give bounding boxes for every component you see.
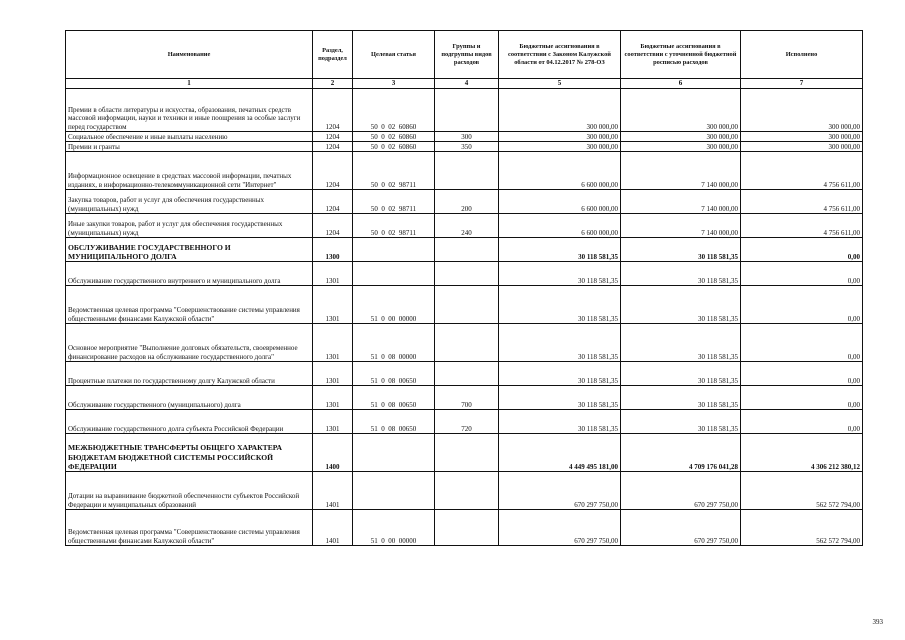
row-executed: 4 306 212 380,12 xyxy=(741,434,863,472)
header-row xyxy=(66,31,863,79)
row-section: 1204 xyxy=(313,214,353,238)
row-executed: 0,00 xyxy=(741,386,863,410)
row-target: 50 0 02 60860 xyxy=(353,132,435,142)
row-target: 51 0 08 00650 xyxy=(353,410,435,434)
row-section: 1204 xyxy=(313,152,353,190)
row-target: 50 0 02 98711 xyxy=(353,152,435,190)
row-target: 50 0 02 98711 xyxy=(353,214,435,238)
row-name: Обслуживание государственного внутреннего и муниципального долга xyxy=(66,262,313,286)
row-law: 4 449 495 181,00 xyxy=(499,434,621,472)
row-law: 30 118 581,35 xyxy=(499,362,621,386)
row-section: 1204 xyxy=(313,190,353,214)
table-row xyxy=(66,190,863,214)
row-target: 51 0 08 00000 xyxy=(353,324,435,362)
row-law: 30 118 581,35 xyxy=(499,262,621,286)
row-executed: 562 572 794,00 xyxy=(741,472,863,510)
column-number-row xyxy=(66,79,863,89)
row-updated: 30 118 581,35 xyxy=(621,286,741,324)
row-target: 51 0 08 00650 xyxy=(353,362,435,386)
row-section: 1401 xyxy=(313,510,353,546)
row-name: Основное мероприятие "Выполнение долговых обязательств, своевременное финансирование расходов на обслуживание государственного долга" xyxy=(66,324,313,362)
row-target: 51 0 00 00000 xyxy=(353,286,435,324)
row-target xyxy=(353,434,435,472)
row-law: 30 118 581,35 xyxy=(499,238,621,262)
row-updated: 30 118 581,35 xyxy=(621,324,741,362)
row-law: 6 600 000,00 xyxy=(499,214,621,238)
table-row xyxy=(66,410,863,434)
row-law: 6 600 000,00 xyxy=(499,152,621,190)
row-name: Дотации на выравнивание бюджетной обеспеченности субъектов Российской Федерации и муниципальных образований xyxy=(66,472,313,510)
row-name: Премии в области литературы и искусства, образования, печатных средств массовой информации, науки и техники и иные поощрения за особые заслуги перед государством xyxy=(66,89,313,132)
row-executed: 0,00 xyxy=(741,362,863,386)
row-group: 240 xyxy=(435,214,499,238)
header-updated: Бюджетные ассигнования в соответствии с уточненной бюджетной росписью расходов xyxy=(621,31,741,79)
row-law: 300 000,00 xyxy=(499,89,621,132)
row-name: Обслуживание государственного (муниципального) долга xyxy=(66,386,313,410)
row-group: 720 xyxy=(435,410,499,434)
row-name: ОБСЛУЖИВАНИЕ ГОСУДАРСТВЕННОГО И МУНИЦИПАЛЬНОГО ДОЛГА xyxy=(66,238,313,262)
budget-table xyxy=(65,30,863,546)
row-updated: 4 709 176 041,28 xyxy=(621,434,741,472)
page-number: 393 xyxy=(872,618,883,626)
column-number: 2 xyxy=(313,79,353,89)
row-executed: 4 756 611,00 xyxy=(741,152,863,190)
row-updated: 670 297 750,00 xyxy=(621,472,741,510)
row-law: 30 118 581,35 xyxy=(499,286,621,324)
header-target: Целевая статья xyxy=(353,31,435,79)
row-section: 1204 xyxy=(313,142,353,152)
row-executed: 0,00 xyxy=(741,262,863,286)
row-updated: 300 000,00 xyxy=(621,142,741,152)
table-row xyxy=(66,362,863,386)
header-section: Раздел, подраздел xyxy=(313,31,353,79)
row-target: 51 0 00 00000 xyxy=(353,510,435,546)
table-row xyxy=(66,324,863,362)
row-executed: 0,00 xyxy=(741,286,863,324)
row-group xyxy=(435,510,499,546)
row-law: 670 297 750,00 xyxy=(499,510,621,546)
row-group: 700 xyxy=(435,386,499,410)
row-group xyxy=(435,324,499,362)
table-row xyxy=(66,472,863,510)
row-target: 50 0 02 60860 xyxy=(353,89,435,132)
row-executed: 4 756 611,00 xyxy=(741,190,863,214)
row-section: 1301 xyxy=(313,324,353,362)
row-executed: 0,00 xyxy=(741,410,863,434)
row-updated: 7 140 000,00 xyxy=(621,190,741,214)
row-name: Процентные платежи по государственному долгу Калужской области xyxy=(66,362,313,386)
row-executed: 0,00 xyxy=(741,238,863,262)
row-section: 1301 xyxy=(313,362,353,386)
row-executed: 300 000,00 xyxy=(741,132,863,142)
row-section: 1204 xyxy=(313,132,353,142)
row-section: 1400 xyxy=(313,434,353,472)
table-row xyxy=(66,89,863,132)
row-updated: 7 140 000,00 xyxy=(621,152,741,190)
row-section: 1401 xyxy=(313,472,353,510)
column-number: 6 xyxy=(621,79,741,89)
row-name: Иные закупки товаров, работ и услуг для обеспечения государственных (муниципальных) нужд xyxy=(66,214,313,238)
row-section: 1301 xyxy=(313,386,353,410)
row-group: 200 xyxy=(435,190,499,214)
row-target xyxy=(353,262,435,286)
row-law: 30 118 581,35 xyxy=(499,386,621,410)
row-updated: 30 118 581,35 xyxy=(621,386,741,410)
row-group xyxy=(435,89,499,132)
row-updated: 30 118 581,35 xyxy=(621,262,741,286)
table-row xyxy=(66,510,863,546)
row-group: 300 xyxy=(435,132,499,142)
row-updated: 300 000,00 xyxy=(621,89,741,132)
row-law: 6 600 000,00 xyxy=(499,190,621,214)
row-name: Социальное обеспечение и иные выплаты населению xyxy=(66,132,313,142)
row-group xyxy=(435,472,499,510)
table-row xyxy=(66,286,863,324)
table-row xyxy=(66,262,863,286)
row-group xyxy=(435,286,499,324)
row-name: Информационное освещение в средствах массовой информации, печатных изданиях, в информационно-телекоммуникационной сети "Интернет" xyxy=(66,152,313,190)
row-section: 1300 xyxy=(313,238,353,262)
row-group xyxy=(435,362,499,386)
row-name: Ведомственная целевая программа "Совершенствование системы управления общественными финансами Калужской области" xyxy=(66,286,313,324)
row-section: 1301 xyxy=(313,286,353,324)
header-group: Группы и подгруппы видов расходов xyxy=(435,31,499,79)
column-number: 5 xyxy=(499,79,621,89)
row-law: 30 118 581,35 xyxy=(499,410,621,434)
table-row xyxy=(66,386,863,410)
row-executed: 300 000,00 xyxy=(741,142,863,152)
table-row xyxy=(66,142,863,152)
row-name: Ведомственная целевая программа "Совершенствование системы управления общественными финансами Калужской области" xyxy=(66,510,313,546)
row-section: 1301 xyxy=(313,410,353,434)
row-target: 51 0 08 00650 xyxy=(353,386,435,410)
row-group xyxy=(435,434,499,472)
row-group xyxy=(435,152,499,190)
row-name: МЕЖБЮДЖЕТНЫЕ ТРАНСФЕРТЫ ОБЩЕГО ХАРАКТЕРА БЮДЖЕТАМ БЮДЖЕТНОЙ СИСТЕМЫ РОССИЙСКОЙ ФЕДЕРАЦИИ xyxy=(66,434,313,472)
row-law: 300 000,00 xyxy=(499,142,621,152)
row-updated: 30 118 581,35 xyxy=(621,410,741,434)
header-law: Бюджетные ассигнования в соответствии с Законом Калужской области от 04.12.2017 № 278-ОЗ xyxy=(499,31,621,79)
row-group: 350 xyxy=(435,142,499,152)
table-row xyxy=(66,238,863,262)
row-target xyxy=(353,472,435,510)
column-number: 3 xyxy=(353,79,435,89)
row-target: 50 0 02 98711 xyxy=(353,190,435,214)
column-number: 4 xyxy=(435,79,499,89)
header-executed: Исполнено xyxy=(741,31,863,79)
row-law: 30 118 581,35 xyxy=(499,324,621,362)
row-updated: 300 000,00 xyxy=(621,132,741,142)
table-row xyxy=(66,214,863,238)
column-number: 1 xyxy=(66,79,313,89)
row-group xyxy=(435,262,499,286)
row-name: Закупка товаров, работ и услуг для обеспечения государственных (муниципальных) нужд xyxy=(66,190,313,214)
row-target: 50 0 02 60860 xyxy=(353,142,435,152)
table-row xyxy=(66,132,863,142)
row-group xyxy=(435,238,499,262)
row-section: 1301 xyxy=(313,262,353,286)
row-law: 670 297 750,00 xyxy=(499,472,621,510)
row-updated: 7 140 000,00 xyxy=(621,214,741,238)
header-name: Наименование xyxy=(66,31,313,79)
row-executed: 300 000,00 xyxy=(741,89,863,132)
row-name: Премии и гранты xyxy=(66,142,313,152)
row-updated: 30 118 581,35 xyxy=(621,238,741,262)
row-updated: 30 118 581,35 xyxy=(621,362,741,386)
row-target xyxy=(353,238,435,262)
column-number: 7 xyxy=(741,79,863,89)
row-section: 1204 xyxy=(313,89,353,132)
row-name: Обслуживание государственного долга субъекта Российской Федерации xyxy=(66,410,313,434)
row-executed: 562 572 794,00 xyxy=(741,510,863,546)
table-row xyxy=(66,152,863,190)
row-updated: 670 297 750,00 xyxy=(621,510,741,546)
row-executed: 4 756 611,00 xyxy=(741,214,863,238)
row-law: 300 000,00 xyxy=(499,132,621,142)
row-executed: 0,00 xyxy=(741,324,863,362)
table-row xyxy=(66,434,863,472)
